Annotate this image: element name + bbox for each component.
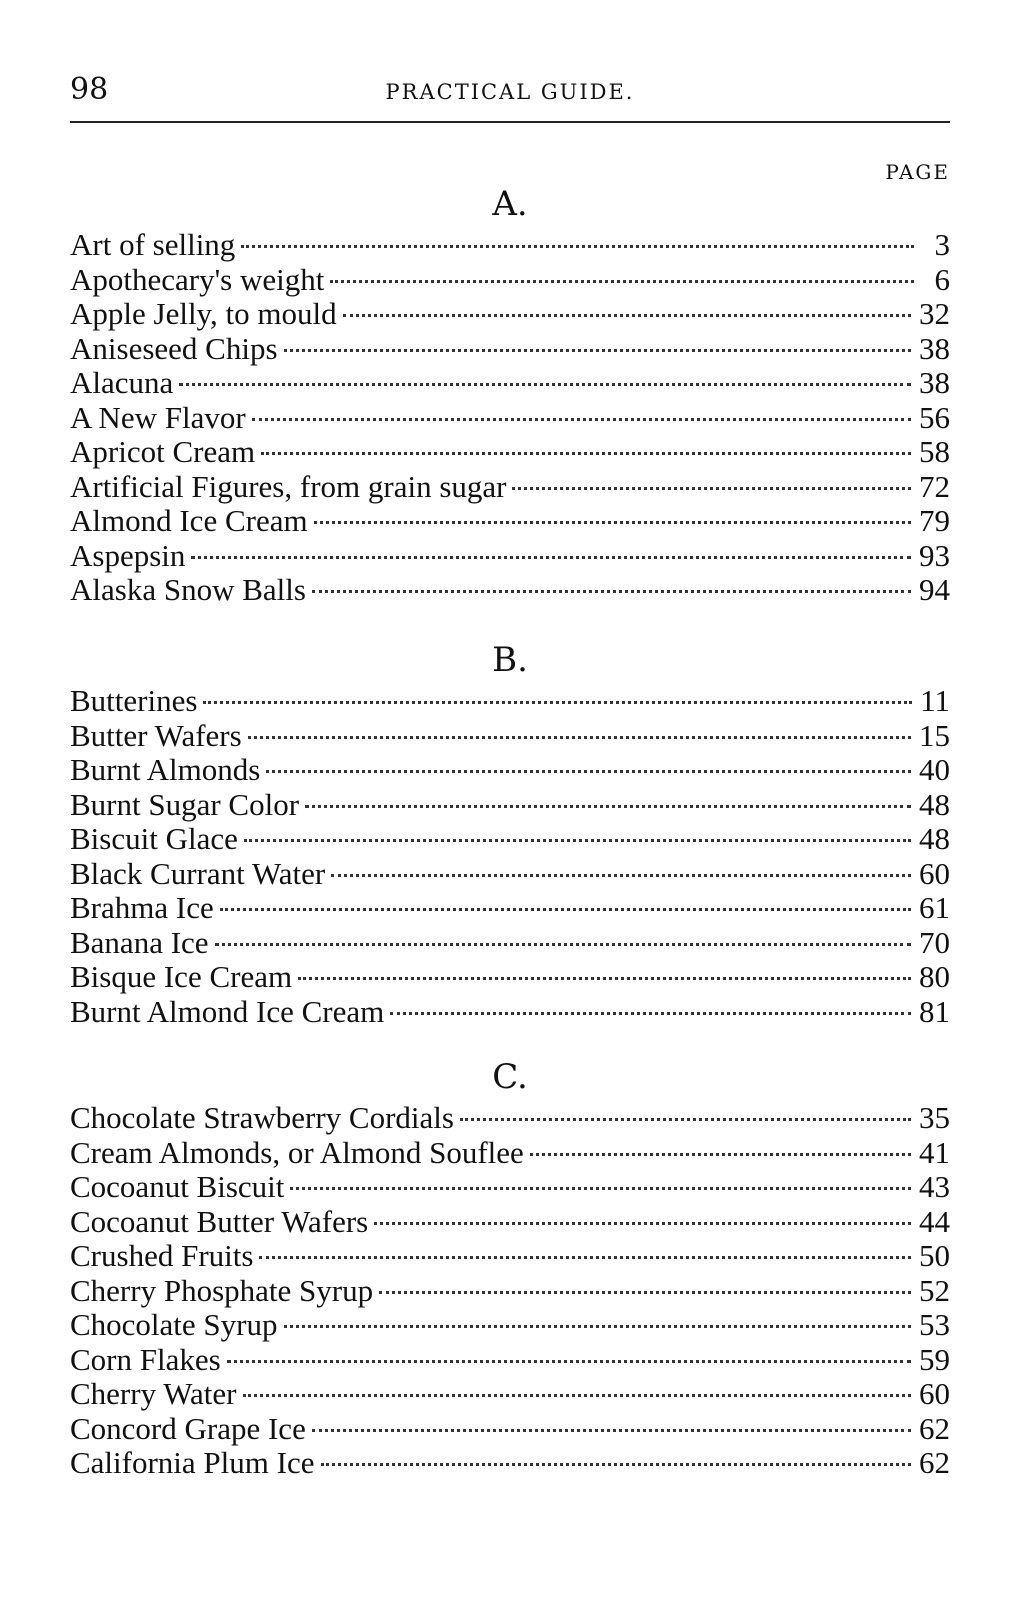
dot-leader bbox=[191, 556, 911, 559]
entry-title: Cherry Water bbox=[70, 1376, 237, 1411]
index-entry bbox=[70, 822, 950, 857]
entry-page-number: 62 bbox=[919, 1410, 950, 1446]
index-entry bbox=[70, 788, 950, 823]
entry-page-number: 3 bbox=[934, 227, 950, 262]
entry-page-number: 56 bbox=[919, 399, 950, 435]
entry-page-number: 58 bbox=[919, 434, 950, 469]
entry-title: Black Currant Water bbox=[70, 855, 326, 891]
entry-title: Burnt Almond Ice Cream bbox=[70, 993, 385, 1029]
entry-page-number: 35 bbox=[919, 1100, 950, 1135]
entry-page-number: 94 bbox=[919, 572, 950, 607]
entry-page-number: 38 bbox=[919, 365, 950, 400]
entry-page-number: 38 bbox=[919, 330, 950, 366]
dot-leader bbox=[379, 1291, 911, 1294]
dot-leader bbox=[530, 1153, 911, 1156]
dot-leader bbox=[298, 977, 911, 980]
entry-title: Almond Ice Cream bbox=[70, 503, 308, 538]
entry-title: Cream Almonds, or Almond Souflee bbox=[70, 1134, 524, 1170]
index-entry bbox=[70, 926, 950, 961]
entry-title: Concord Grape Ice bbox=[70, 1410, 306, 1446]
entry-title: Brahma Ice bbox=[70, 890, 214, 925]
entry-page-number: 60 bbox=[919, 1376, 950, 1411]
section-letter: B. bbox=[492, 640, 528, 680]
entry-title: Biscuit Glace bbox=[70, 821, 238, 856]
section-a bbox=[70, 180, 950, 608]
entry-page-number: 48 bbox=[919, 786, 950, 822]
entry-title: Alaska Snow Balls bbox=[70, 572, 306, 607]
dot-leader bbox=[215, 943, 911, 946]
index-entry bbox=[70, 263, 950, 298]
index-entry bbox=[70, 1377, 950, 1412]
entry-title: Corn Flakes bbox=[70, 1341, 221, 1377]
dot-leader bbox=[241, 245, 914, 248]
index-entry bbox=[70, 470, 950, 505]
entry-title: Bisque Ice Cream bbox=[70, 959, 293, 994]
index-entry bbox=[70, 1239, 950, 1274]
entry-page-number: 50 bbox=[919, 1238, 950, 1273]
index-entry bbox=[70, 401, 950, 436]
page-number: 98 bbox=[70, 72, 109, 107]
entry-title: Aniseseed Chips bbox=[70, 330, 278, 366]
entry-title: California Plum Ice bbox=[70, 1445, 315, 1480]
entry-title: Alacuna bbox=[70, 365, 174, 400]
index-entry bbox=[70, 1412, 950, 1447]
index-entry bbox=[70, 1170, 950, 1205]
index-entry bbox=[70, 995, 950, 1030]
index-entry bbox=[70, 753, 950, 788]
dot-leader bbox=[305, 805, 911, 808]
index-entry bbox=[70, 332, 950, 367]
index-entry bbox=[70, 228, 950, 263]
dot-leader bbox=[284, 349, 911, 352]
entry-page-number: 32 bbox=[919, 296, 950, 331]
dot-leader bbox=[312, 590, 911, 593]
entry-title: Apricot Cream bbox=[70, 434, 256, 469]
dot-leader bbox=[261, 452, 911, 455]
index-entry bbox=[70, 366, 950, 401]
entry-page-number: 41 bbox=[919, 1134, 950, 1170]
index-entry bbox=[70, 719, 950, 754]
entry-list bbox=[70, 228, 950, 608]
running-title: PRACTICAL GUIDE. bbox=[385, 80, 635, 104]
entry-page-number: 6 bbox=[934, 261, 950, 297]
index-entry bbox=[70, 1343, 950, 1378]
entry-list bbox=[70, 1101, 950, 1481]
entry-page-number: 11 bbox=[920, 683, 950, 718]
dot-leader bbox=[330, 280, 914, 283]
dot-leader bbox=[227, 1360, 911, 1363]
dot-leader bbox=[266, 770, 911, 773]
entry-page-number: 52 bbox=[919, 1272, 950, 1308]
index-entry bbox=[70, 1308, 950, 1343]
index-entry bbox=[70, 891, 950, 926]
entry-title: Aspepsin bbox=[70, 537, 186, 573]
entry-title: Apothecary's weight bbox=[70, 261, 325, 297]
entry-title: Cocoanut Butter Wafers bbox=[70, 1203, 369, 1239]
entry-page-number: 62 bbox=[919, 1445, 950, 1480]
section-letter: A. bbox=[492, 184, 528, 224]
dot-leader bbox=[321, 1463, 912, 1466]
entry-list bbox=[70, 684, 950, 1029]
page-column-label: PAGE bbox=[885, 160, 950, 184]
entry-page-number: 79 bbox=[919, 503, 950, 538]
dot-leader bbox=[203, 701, 912, 704]
index-entry bbox=[70, 960, 950, 995]
entry-title: Burnt Sugar Color bbox=[70, 786, 300, 822]
entry-page-number: 81 bbox=[919, 993, 950, 1029]
entry-page-number: 48 bbox=[919, 821, 950, 856]
index-entry bbox=[70, 539, 950, 574]
index-entry bbox=[70, 1136, 950, 1171]
entry-page-number: 59 bbox=[919, 1341, 950, 1377]
dot-leader bbox=[314, 521, 911, 524]
entry-title: Art of selling bbox=[70, 227, 236, 262]
dot-leader bbox=[243, 1394, 911, 1397]
dot-leader bbox=[343, 314, 911, 317]
index-entry bbox=[70, 297, 950, 332]
entry-title: Chocolate Syrup bbox=[70, 1307, 278, 1342]
entry-page-number: 72 bbox=[919, 468, 950, 504]
entry-page-number: 43 bbox=[919, 1169, 950, 1204]
entry-title: Butterines bbox=[70, 683, 198, 718]
page-header bbox=[70, 72, 950, 112]
entry-page-number: 70 bbox=[919, 924, 950, 960]
dot-leader bbox=[244, 839, 911, 842]
dot-leader bbox=[312, 1429, 911, 1432]
entry-page-number: 40 bbox=[919, 752, 950, 787]
entry-page-number: 93 bbox=[919, 537, 950, 573]
entry-title: Crushed Fruits bbox=[70, 1238, 254, 1273]
section-b bbox=[70, 636, 950, 1029]
header-rule bbox=[70, 121, 950, 123]
dot-leader bbox=[374, 1222, 911, 1225]
dot-leader bbox=[248, 736, 911, 739]
entry-title: A New Flavor bbox=[70, 399, 246, 435]
entry-page-number: 44 bbox=[919, 1203, 950, 1239]
index-entry bbox=[70, 684, 950, 719]
section-c bbox=[70, 1053, 950, 1481]
index-entry bbox=[70, 1274, 950, 1309]
entry-page-number: 60 bbox=[919, 855, 950, 891]
dot-leader bbox=[512, 487, 911, 490]
dot-leader bbox=[220, 908, 911, 911]
entry-title: Apple Jelly, to mould bbox=[70, 296, 337, 331]
section-letter: C. bbox=[492, 1057, 528, 1097]
index-entry bbox=[70, 1101, 950, 1136]
index-entry bbox=[70, 857, 950, 892]
entry-page-number: 61 bbox=[919, 890, 950, 925]
index-entry bbox=[70, 1205, 950, 1240]
dot-leader bbox=[460, 1118, 911, 1121]
entry-page-number: 53 bbox=[919, 1307, 950, 1342]
dot-leader bbox=[290, 1187, 911, 1190]
entry-title: Cherry Phosphate Syrup bbox=[70, 1272, 374, 1308]
entry-title: Chocolate Strawberry Cordials bbox=[70, 1100, 454, 1135]
entry-title: Cocoanut Biscuit bbox=[70, 1169, 285, 1204]
index-entry bbox=[70, 1446, 950, 1481]
entry-title: Butter Wafers bbox=[70, 717, 242, 753]
dot-leader bbox=[252, 418, 911, 421]
dot-leader bbox=[179, 383, 911, 386]
dot-leader bbox=[284, 1325, 912, 1328]
entry-page-number: 80 bbox=[919, 959, 950, 994]
dot-leader bbox=[331, 874, 911, 877]
entry-title: Burnt Almonds bbox=[70, 752, 261, 787]
entry-title: Artificial Figures, from grain sugar bbox=[70, 468, 507, 504]
index-entry bbox=[70, 573, 950, 608]
entry-page-number: 15 bbox=[919, 717, 950, 753]
index-entry bbox=[70, 504, 950, 539]
dot-leader bbox=[390, 1012, 911, 1015]
index-entry bbox=[70, 435, 950, 470]
entry-title: Banana Ice bbox=[70, 924, 209, 960]
dot-leader bbox=[259, 1256, 911, 1259]
